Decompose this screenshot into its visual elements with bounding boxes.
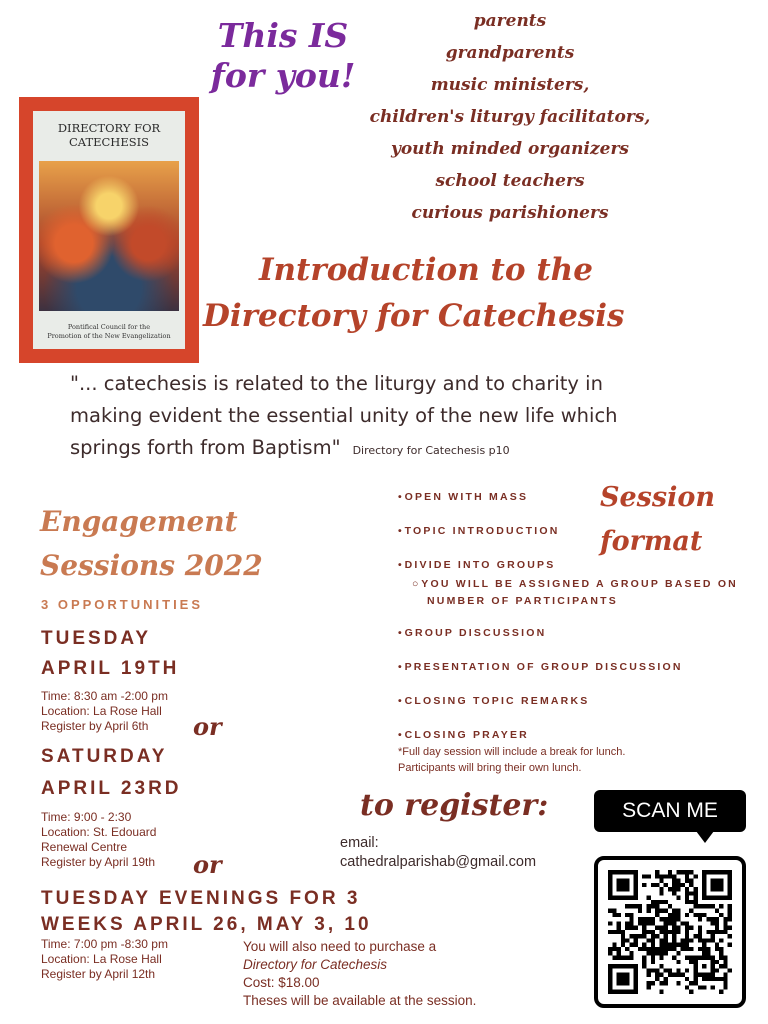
audience-item: parents	[473, 11, 547, 31]
session1-register: Register by April 6th	[41, 719, 149, 733]
format-subitem-line1: YOU WILL BE ASSIGNED A GROUP BASED ON	[421, 578, 738, 590]
book-subtitle-line1: Pontifical Council for the	[67, 323, 151, 331]
session3-heading	[41, 886, 372, 938]
format-subitem: ○ YOU WILL BE ASSIGNED A GROUP BASED ON NUMBER OF PARTICIPANTS	[412, 576, 738, 610]
quote-line2: making evident the essential unity of the new life which	[70, 404, 618, 427]
format-item: • CLOSING PRAYER	[398, 729, 529, 741]
book-title-line1: DIRECTORY FOR	[57, 121, 161, 135]
session2-day: SATURDAY	[41, 746, 168, 767]
register-contact	[340, 834, 536, 872]
purchase-book: Directory for Catechesis	[243, 957, 388, 972]
book-title-line2: CATECHESIS	[68, 135, 150, 149]
format-item: • DIVIDE INTO GROUPS	[398, 559, 555, 571]
quote-source: Directory for Catechesis p10	[352, 444, 510, 457]
format-item: • CLOSING TOPIC REMARKS	[398, 695, 589, 707]
session3-details	[41, 937, 168, 982]
session1-day: TUESDAY	[41, 628, 152, 649]
session3-line2: WEEKS APRIL 26, MAY 3, 10	[41, 914, 372, 935]
quote-line3: springs forth from Baptism"	[70, 436, 341, 459]
qr-code-image	[608, 870, 732, 994]
audience-item: curious parishioners	[411, 203, 609, 223]
qr-code[interactable]	[594, 856, 746, 1008]
format-subitem-line2: NUMBER OF PARTICIPANTS	[427, 595, 618, 607]
purchase-availability: Theses will be available at the session.	[243, 993, 477, 1008]
session3-time: Time: 7:00 pm -8:30 pm	[41, 937, 168, 951]
format-note-line2: Participants will bring their own lunch.	[398, 762, 582, 774]
scan-me-bubble: SCAN ME	[594, 790, 746, 832]
format-item: • PRESENTATION OF GROUP DISCUSSION	[398, 661, 683, 673]
purchase-info	[243, 938, 476, 1010]
opportunities-label: 3 OPPORTUNITIES	[41, 597, 204, 612]
or-divider: or	[193, 712, 222, 741]
session1-details	[41, 689, 168, 734]
session1-location: Location: La Rose Hall	[41, 704, 162, 718]
format-note	[398, 744, 625, 776]
quote	[70, 368, 750, 467]
email-label: email:	[340, 835, 379, 851]
session1-time: Time: 8:30 am -2:00 pm	[41, 689, 168, 703]
or-divider: or	[193, 850, 222, 879]
audience-item: school teachers	[435, 171, 585, 191]
register-heading: to register:	[360, 788, 549, 823]
format-item: • OPEN WITH MASS	[398, 491, 528, 503]
session-format-line2: format	[600, 526, 703, 557]
scan-me-bubble-tail	[696, 831, 714, 843]
book-subtitle-line2: Promotion of the New Evangelization	[47, 332, 171, 340]
format-item: • GROUP DISCUSSION	[398, 627, 546, 639]
session2-details	[41, 810, 156, 870]
engagement-line1: Engagement	[40, 505, 238, 538]
session3-register: Register by April 12th	[41, 967, 156, 981]
session3-line1: TUESDAY EVENINGS FOR 3	[41, 888, 361, 909]
session-format-line1: Session	[600, 482, 715, 513]
session2-date: APRIL 23RD	[41, 778, 182, 799]
session3-location: Location: La Rose Hall	[41, 952, 162, 966]
main-title-line1: Introduction to the	[259, 252, 593, 288]
quote-line1: "... catechesis is related to the liturgy and to charity in	[70, 372, 603, 395]
engagement-line2: Sessions 2022	[40, 549, 263, 582]
audience-item: grandparents	[445, 43, 575, 63]
purchase-cost: Cost: $18.00	[243, 975, 320, 990]
audience-item: music ministers,	[430, 75, 590, 95]
email-link[interactable]: cathedralparishab@gmail.com	[340, 854, 537, 870]
headline-line1: This IS	[217, 16, 349, 55]
book-art	[39, 161, 179, 311]
session2-register: Register by April 19th	[41, 855, 156, 869]
format-item: • TOPIC INTRODUCTION	[398, 525, 560, 537]
format-note-line1: *Full day session will include a break for lunch.	[398, 746, 626, 758]
book-cover-image	[19, 97, 199, 363]
main-title-line2: Directory for Catechesis	[203, 298, 625, 334]
session2-location: Location: St. Edouard	[41, 825, 157, 839]
engagement-heading	[40, 500, 263, 588]
audience-item: youth minded organizers	[390, 139, 630, 159]
headline-line2: for you!	[210, 56, 356, 95]
purchase-line1: You will also need to purchase a	[243, 939, 437, 954]
audience-item: children's liturgy facilitators,	[369, 107, 651, 127]
main-title	[203, 247, 723, 339]
book-subtitle	[33, 323, 185, 341]
session2-time: Time: 9:00 - 2:30	[41, 810, 132, 824]
session-format-heading	[600, 476, 715, 564]
session2-location2: Renewal Centre	[41, 840, 128, 854]
session1-date: APRIL 19TH	[41, 658, 180, 679]
book-title	[33, 121, 185, 149]
